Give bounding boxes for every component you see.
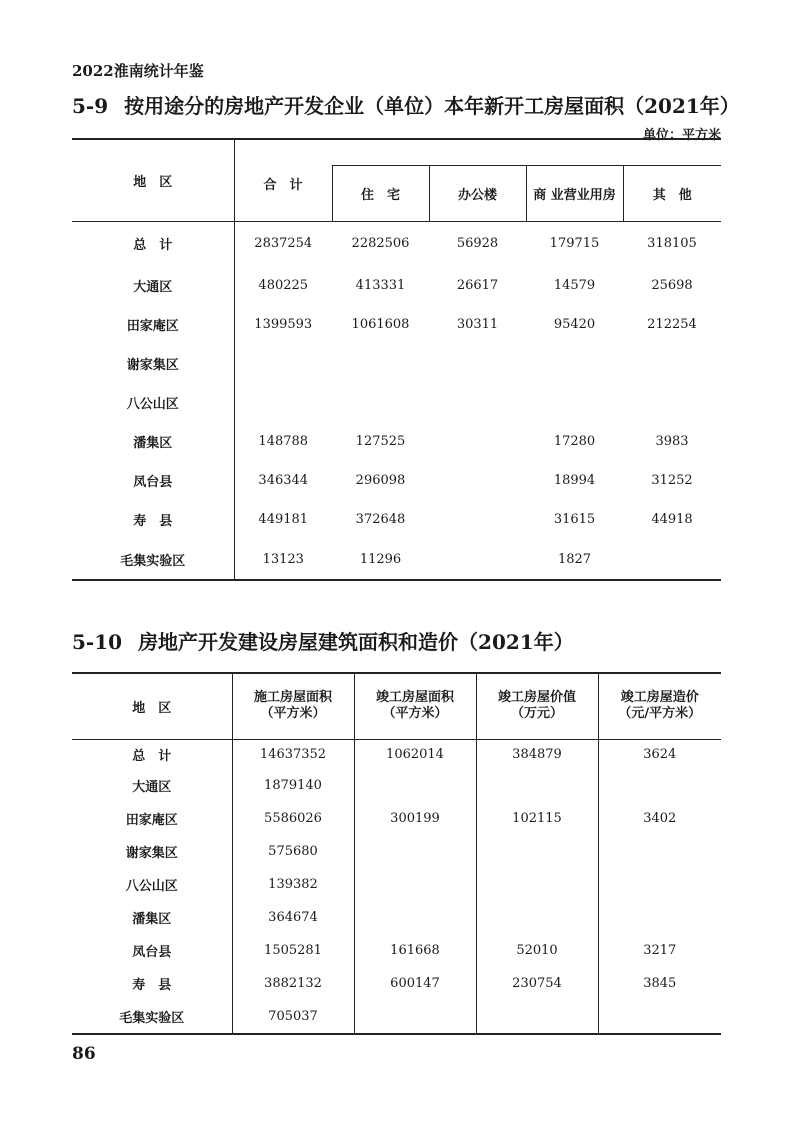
table-row	[72, 461, 721, 500]
cell-office: 26617	[456, 278, 499, 293]
cell-under-construction: 575680	[232, 835, 354, 868]
table1-header-other: 其 他	[623, 165, 721, 221]
cell-residential: 127525	[355, 434, 406, 449]
cell-total	[234, 383, 332, 422]
table2-number: 5-10	[72, 630, 123, 654]
table2	[72, 672, 721, 1035]
cell-other: 31252	[651, 473, 693, 488]
cell-region: 毛集实验区	[72, 1000, 232, 1034]
table1-header-spacer	[332, 139, 721, 165]
cell-region: 田家庵区	[72, 802, 232, 835]
cell-under-construction: 364674	[232, 901, 354, 934]
cell-other: 44918	[651, 512, 693, 527]
table2-header-completed-cost-label: 竣工房屋造价	[620, 690, 699, 706]
running-header: 2022淮南统计年鉴	[72, 62, 204, 80]
cell-office	[429, 539, 526, 580]
cell-region: 大通区	[72, 769, 232, 802]
cell-completed-area: 161668	[354, 934, 476, 967]
cell-completed-area	[354, 1000, 476, 1034]
cell-completed-area: 300199	[354, 802, 476, 835]
cell-under-construction: 5586026	[232, 802, 354, 835]
cell-commercial	[526, 383, 623, 422]
cell-completed-cost: 3845	[643, 976, 677, 991]
table1-number: 5-9	[72, 94, 109, 118]
cell-completed-cost	[598, 769, 721, 802]
cell-other	[623, 383, 721, 422]
cell-other: 212254	[647, 317, 697, 332]
table2-title	[72, 626, 574, 655]
cell-commercial: 179715	[549, 236, 600, 252]
table2-header-completed-cost	[598, 673, 721, 739]
table2-header-under-construction-label: 施工房屋面积	[253, 690, 332, 706]
cell-completed-area: 600147	[354, 967, 476, 1000]
table1-header-region: 地 区	[72, 139, 234, 221]
cell-completed-area	[354, 835, 476, 868]
cell-completed-cost: 3402	[643, 811, 677, 826]
table-row	[72, 868, 721, 901]
cell-commercial: 14579	[553, 278, 596, 293]
cell-completed-cost	[598, 901, 721, 934]
table-row	[72, 739, 721, 769]
table-row	[72, 934, 721, 967]
cell-office: 30311	[456, 317, 499, 332]
cell-under-construction: 3882132	[232, 967, 354, 1000]
table-row	[72, 802, 721, 835]
cell-region: 谢家集区	[72, 835, 232, 868]
cell-completed-value	[476, 868, 598, 901]
table2-header-completed-area-unit: （平方米）	[382, 706, 448, 722]
table-row	[72, 500, 721, 539]
table-row	[72, 769, 721, 802]
cell-office	[429, 500, 526, 539]
cell-residential: 2282506	[351, 236, 410, 252]
cell-completed-area: 1062014	[354, 739, 476, 769]
table2-header-completed-value-label: 竣工房屋价值	[497, 690, 576, 706]
cell-residential: 296098	[355, 473, 406, 488]
cell-completed-area	[354, 769, 476, 802]
table1-header-office: 办公楼	[429, 165, 526, 221]
cell-office: 56928	[456, 236, 499, 252]
table2-header-under-construction-unit: （平方米）	[260, 706, 326, 722]
cell-office	[429, 461, 526, 500]
cell-office	[429, 344, 526, 383]
table2-header-completed-value	[476, 673, 598, 739]
cell-residential: 413331	[355, 278, 406, 293]
cell-other	[623, 539, 721, 580]
cell-commercial	[526, 344, 623, 383]
cell-under-construction: 1879140	[232, 769, 354, 802]
table2-header-completed-cost-unit: （元/平方米）	[618, 706, 702, 722]
cell-residential	[332, 344, 429, 383]
cell-completed-value	[476, 835, 598, 868]
cell-total: 1399593	[254, 317, 313, 332]
cell-completed-cost	[598, 868, 721, 901]
cell-residential: 1061608	[351, 317, 410, 332]
table1-title	[72, 90, 740, 119]
cell-total: 449181	[258, 512, 309, 527]
cell-other	[623, 344, 721, 383]
cell-residential	[332, 383, 429, 422]
cell-total: 346344	[258, 473, 309, 488]
table-row	[72, 901, 721, 934]
cell-total: 13123	[262, 551, 304, 567]
cell-commercial: 95420	[553, 317, 596, 332]
cell-total	[234, 344, 332, 383]
table1-title-text: 按用途分的房地产开发企业（单位）本年新开工房屋面积（2021年）	[124, 94, 740, 118]
cell-under-construction: 705037	[232, 1000, 354, 1034]
cell-under-construction: 1505281	[232, 934, 354, 967]
cell-region: 八公山区	[72, 868, 232, 901]
cell-region: 八公山区	[72, 383, 234, 422]
table-row	[72, 305, 721, 344]
cell-completed-cost: 3217	[643, 943, 677, 958]
cell-completed-area	[354, 868, 476, 901]
cell-other: 318105	[647, 236, 697, 252]
table1	[72, 138, 721, 581]
cell-completed-value: 52010	[476, 934, 598, 967]
cell-region: 潘集区	[72, 901, 232, 934]
cell-completed-value: 384879	[476, 739, 598, 769]
cell-region: 凤台县	[72, 461, 234, 500]
cell-region: 潘集区	[72, 422, 234, 461]
cell-completed-value	[476, 769, 598, 802]
table2-header-completed-value-unit: （万元）	[510, 706, 563, 722]
page-number: 86	[72, 1044, 96, 1064]
cell-completed-cost: 3624	[643, 746, 677, 762]
table-row	[72, 1000, 721, 1034]
cell-total: 148788	[258, 434, 309, 449]
cell-completed-area	[354, 901, 476, 934]
cell-commercial: 31615	[553, 512, 596, 527]
cell-completed-value: 102115	[476, 802, 598, 835]
table1-header-residential: 住 宅	[332, 165, 429, 221]
table-row	[72, 266, 721, 305]
cell-other: 3983	[655, 434, 689, 449]
cell-region: 寿 县	[72, 967, 232, 1000]
cell-total: 2837254	[254, 236, 313, 252]
cell-region: 毛集实验区	[72, 539, 234, 580]
table-row	[72, 344, 721, 383]
cell-completed-value	[476, 901, 598, 934]
cell-commercial: 18994	[553, 473, 596, 488]
table-row	[72, 383, 721, 422]
cell-region: 总 计	[72, 221, 234, 266]
table-row	[72, 221, 721, 266]
cell-commercial: 17280	[553, 434, 596, 449]
cell-completed-value: 230754	[476, 967, 598, 1000]
cell-commercial: 1827	[557, 551, 592, 567]
cell-under-construction: 14637352	[232, 739, 354, 769]
table1-unit: 单位：平方米	[642, 128, 721, 143]
table-row	[72, 422, 721, 461]
table2-header-completed-area	[354, 673, 476, 739]
cell-region: 大通区	[72, 266, 234, 305]
cell-office	[429, 383, 526, 422]
cell-residential: 11296	[359, 551, 402, 567]
cell-office	[429, 422, 526, 461]
table2-title-text: 房地产开发建设房屋建筑面积和造价（2021年）	[138, 630, 574, 654]
table-row	[72, 539, 721, 580]
table-row	[72, 835, 721, 868]
cell-under-construction: 139382	[232, 868, 354, 901]
cell-region: 田家庵区	[72, 305, 234, 344]
cell-total: 480225	[258, 278, 309, 293]
table1-header-total: 合 计	[234, 139, 332, 221]
table2-header-region: 地 区	[72, 673, 232, 739]
cell-region: 谢家集区	[72, 344, 234, 383]
cell-region: 寿 县	[72, 500, 234, 539]
cell-region: 总 计	[72, 739, 232, 769]
cell-other: 25698	[651, 278, 693, 293]
cell-region: 凤台县	[72, 934, 232, 967]
cell-completed-cost	[598, 1000, 721, 1034]
cell-completed-value	[476, 1000, 598, 1034]
table1-header-commercial: 商 业营业用房	[526, 165, 623, 221]
cell-completed-cost	[598, 835, 721, 868]
table-row	[72, 967, 721, 1000]
table2-header-completed-area-label: 竣工房屋面积	[375, 690, 454, 706]
cell-residential: 372648	[355, 512, 406, 527]
table2-header-under-construction	[232, 673, 354, 739]
